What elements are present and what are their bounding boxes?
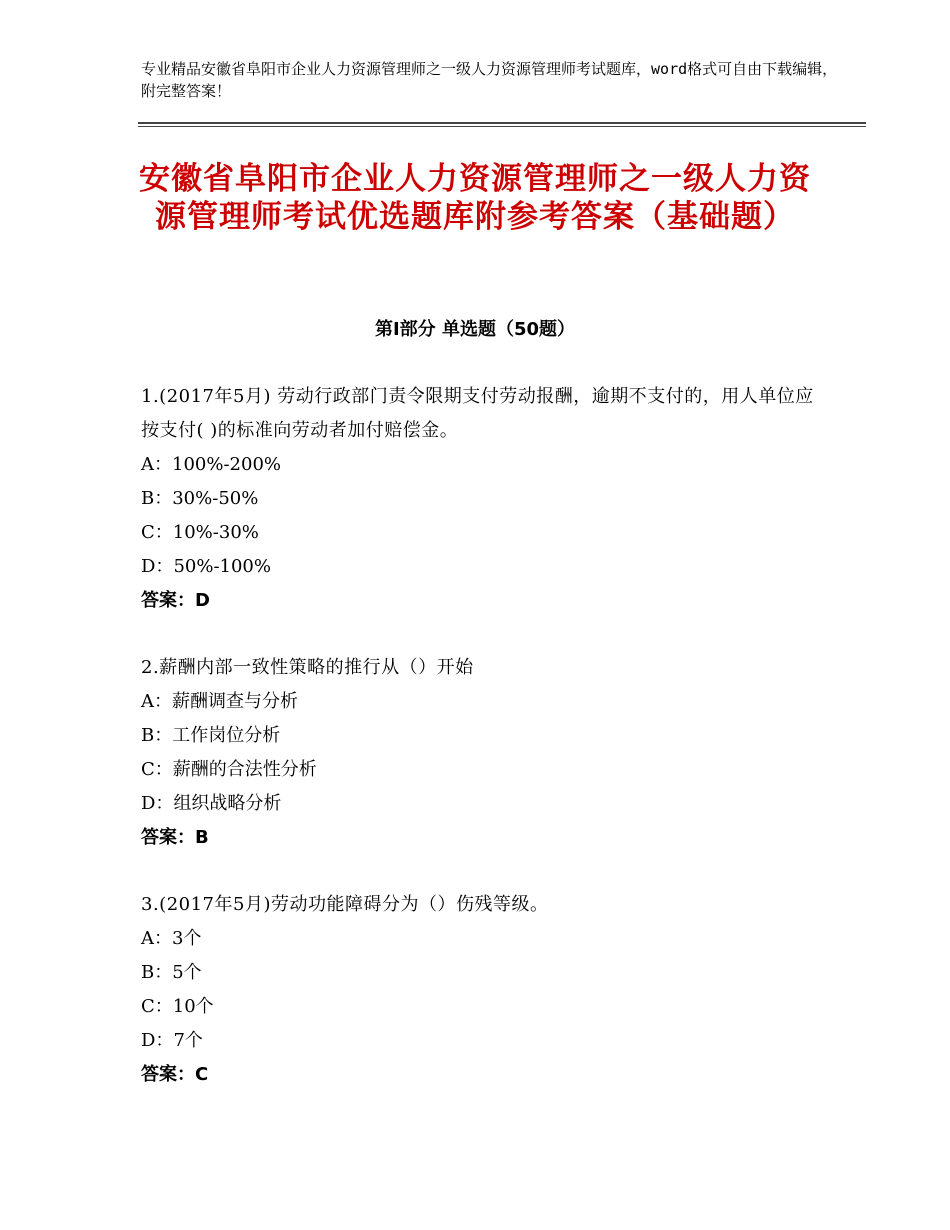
option-d [141, 550, 821, 584]
option-text: 3个 [172, 928, 202, 949]
option-key: B： [141, 962, 173, 983]
option-b [141, 719, 821, 753]
option-text: 30%-50% [172, 488, 259, 509]
option-text: 50%-100% [173, 556, 271, 577]
header-note: 专业精品安徽省阜阳市企业人力资源管理师之一级人力资源管理师考试题库，word格式可自由下载编辑，附完整答案！ [141, 60, 838, 100]
answer-line: 答案：D [141, 590, 210, 611]
option-key: B： [141, 725, 173, 746]
option-key: C： [141, 996, 173, 1017]
option-text: 组织战略分析 [173, 793, 282, 814]
question-stem: 1.(2017年5月) 劳动行政部门责令限期支付劳动报酬，逾期不支付的，用人单位应按支付( )的标准向劳动者加付赔偿金。 [141, 386, 814, 441]
question-3 [141, 888, 821, 1092]
option-key: B： [141, 488, 173, 509]
option-text: 薪酬调查与分析 [172, 691, 298, 712]
option-b [141, 956, 821, 990]
option-key: D： [141, 556, 174, 577]
option-text: 10个 [172, 996, 214, 1017]
question-2 [141, 651, 821, 855]
option-key: D： [141, 1030, 174, 1051]
option-text: 10%-30% [172, 522, 259, 543]
question-stem: 3.(2017年5月)劳动功能障碍分为（）伤残等级。 [141, 894, 549, 915]
option-c [141, 990, 821, 1024]
section-title: 第Ⅰ部分 单选题（50题） [374, 319, 575, 340]
option-a [141, 448, 821, 482]
option-text: 7个 [173, 1030, 203, 1051]
option-key: A： [141, 928, 172, 949]
option-key: C： [141, 759, 173, 780]
option-b [141, 482, 821, 516]
option-a [141, 685, 821, 719]
option-key: A： [141, 454, 172, 475]
question-stem: 2.薪酬内部一致性策略的推行从（）开始 [141, 657, 474, 678]
option-d [141, 1024, 821, 1058]
header-divider-thin [138, 126, 866, 127]
option-d [141, 787, 821, 821]
option-text: 工作岗位分析 [172, 725, 281, 746]
option-text: 100%-200% [172, 454, 282, 475]
option-key: D： [141, 793, 174, 814]
question-list [141, 380, 821, 1125]
option-text: 薪酬的合法性分析 [172, 759, 317, 780]
option-text: 5个 [172, 962, 202, 983]
header-divider-thick [138, 122, 866, 124]
question-1 [141, 380, 821, 618]
option-key: A： [141, 691, 172, 712]
option-a [141, 922, 821, 956]
option-c [141, 516, 821, 550]
document-title: 安徽省阜阳市企业人力资源管理师之一级人力资源管理师考试优选题库附参考答案（基础题） [139, 161, 811, 235]
answer-line: 答案：C [141, 1064, 209, 1085]
option-key: C： [141, 522, 173, 543]
answer-line: 答案：B [141, 827, 209, 848]
option-c [141, 753, 821, 787]
